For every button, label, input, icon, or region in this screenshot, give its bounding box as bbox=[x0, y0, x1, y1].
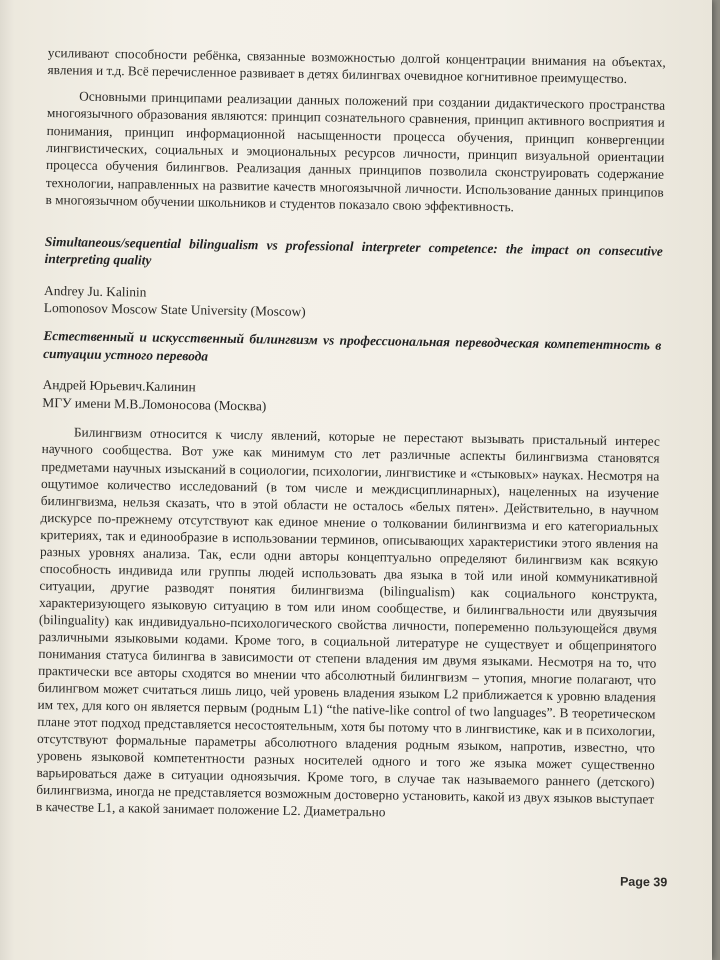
page-content bbox=[36, 44, 666, 825]
author-name-en: Andrey Ju. Kalinin bbox=[44, 282, 147, 300]
author-affiliation-ru: МГУ имени М.В.Ломоносова (Москва) bbox=[42, 394, 267, 414]
author-name-ru: Андрей Юрьевич.Калинин bbox=[42, 377, 196, 395]
article-body-paragraph: Билингвизм относится к числу явлений, которые не перестают вызывать пристальный интерес научного сообщества. Вот уже как минимум сто лет различные аспекты билингвизма становятся предметами научных изысканий в социологии, психологии, лингвистике и «стыковых» науках. Несмотря на ощутимое количество исследований (в том числе и междисциплинарных), нацеленных на изучение билингвизма, нельзя сказать, что в этой области не осталось «белых пятен». Действительно, в научном дискурсе по-прежнему отсутствуют как единое мнение о толковании билингвизма и его категориальных критериях, так и единообразие в использовании терминов, описывающих характеристики этого явления на разных уровнях анализа. Так, если одни авторы концептуально определяют билингвизм как всякую способность индивида или группы людей использовать два языка в той или иной коммуникативной ситуации, другие разводят понятия билингвизма (bilingualism) как социального конструкта, характеризующего языковую ситуацию в том или ином сообществе, и билингвальности или двуязычия (bilinguality) как индивидуально-психологического свойства личности, попеременно пользующейся двумя различными языковыми кодами. Кроме того, в социальной литературе не существует и общепринятого понимания статуса билингва в зависимости от степени владения им двумя языками. Несмотря на то, что практически все авторы сходятся во мнении что абсолютный билингвизм – утопия, многие полагают, что билингвом может считаться лишь лицо, чей уровень владения языком L2 приближается к уровню владения им тех, для кого он является первым (родным L1) “the native-like control of two languages”. В теоретическом плане этот подход представляется несостоятельным, хотя бы потому что в лингвистике, как и в психологии, отсутствуют формальные параметры абсолютного владения родным языком, напротив, известно, что уровень языковой компетентности разных носителей одного и того же языка может существенно варьироваться даже в ситуации одноязычия. Кроме того, в случае так называемого раннего (детского) билингвизма, иногда не представляется возможным достоверно установить, какой из двух языков выступает в качестве L1, а какой занимает положение L2. Диаметрально bbox=[35, 424, 660, 820]
page-edge-shadow bbox=[0, 0, 14, 960]
author-affiliation-en: Lomonosov Moscow State University (Moscow) bbox=[43, 300, 306, 320]
intro-paragraph-2: Основными принципами реализации данных положений при создании дидактического пространства многоязычного образования являются: принцип сознательного сравнения, принцип активного восприятия и понимания, принцип информационной насыщенности процесса обучения, принцип конвергенции лингвистических, социальных и эмоциональных ресурсов личности, принцип визуальной ориентации процесса обучения билингвов. Реализация данных принципов позволила сконструировать содержание технологии, направленных на развитие качеств многоязычной личности. Использование данных принципов в многоязычном обучении школьников и студентов показало свою эффективность. bbox=[45, 88, 666, 215]
article-title-en: Simultaneous/sequential bilingualism vs professional interpreter competence: the impact on consecutive interpreting quality bbox=[44, 233, 663, 268]
intro-paragraph-1: усиливают способности ребёнка, связанные возможностью долгой концентрации внимания на объектах, явления и т.д. Всё перечисленное развивает в детях билингвах очевидное когнитивное преимущество. bbox=[47, 44, 666, 87]
page-number: Page 39 bbox=[619, 874, 668, 890]
article-title-ru: Естественный и искусственный билингвизм vs профессиональная переводческая компетентность в ситуации устного перевода bbox=[43, 327, 662, 364]
